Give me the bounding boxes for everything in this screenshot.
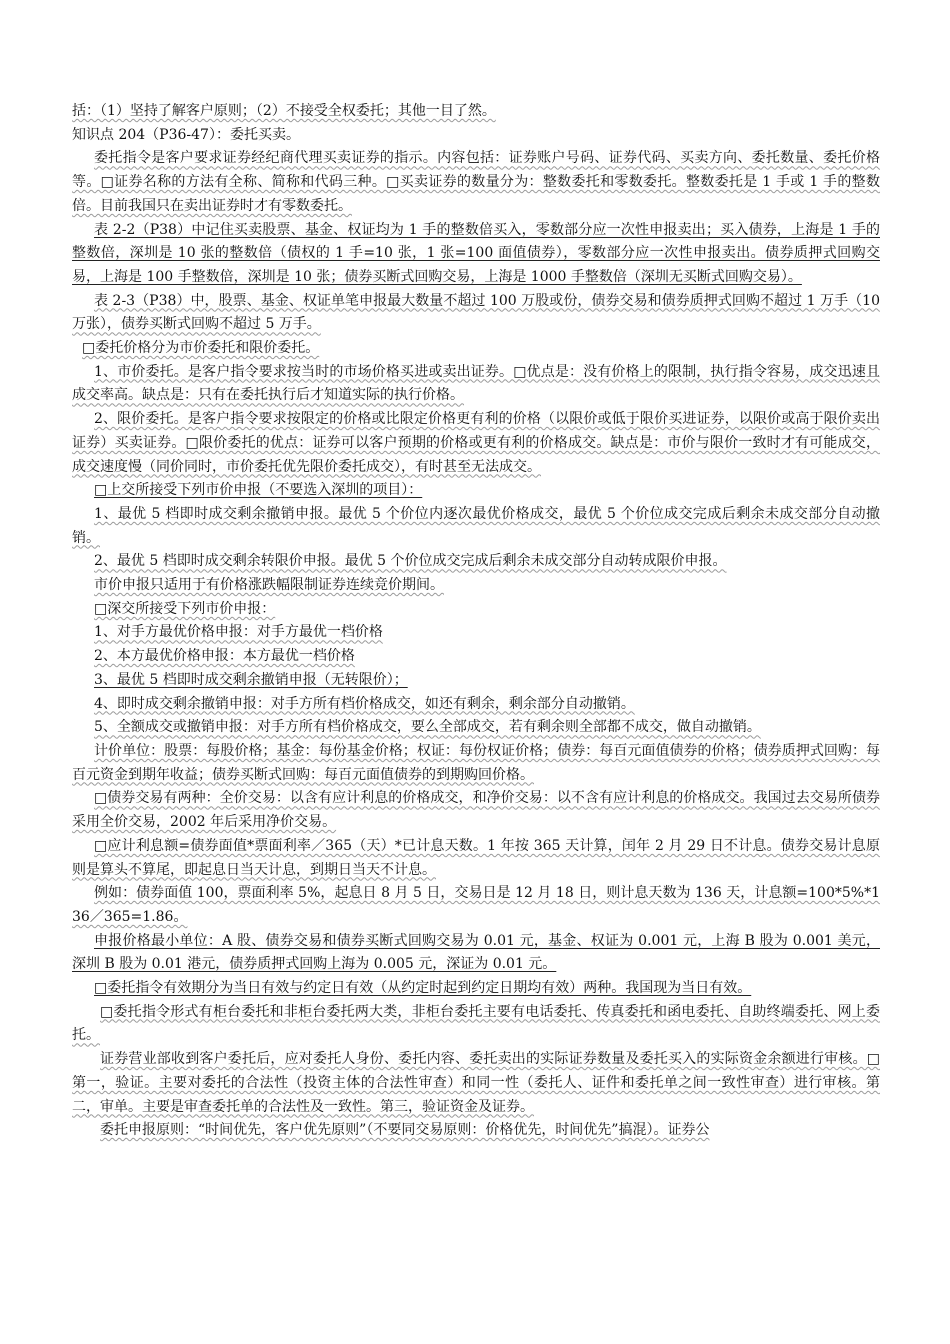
paragraph-10: 1、最优 5 档即时成交剩余撤销申报。最优 5 个价位内逐次最优价格成交，最优 5 个价位成交完成后剩余未成交部分自动撤销。 [72,505,880,546]
document-page [72,100,880,1143]
paragraph-1: 括：（1）坚持了解客户原则；（2）不接受全权委托；其他一目了然。 [72,103,496,119]
paragraph-6: □委托价格分为市价委托和限价委托。 [82,340,320,357]
paragraph-19: 计价单位：股票：每股价格；基金：每份基金价格；权证：每份权证价格；债券：每百元面值债券的价格；债券质押式回购：每百元资金到期年收益；债券买断式回购：每百元面值债券的到期购回价格。 [72,742,880,783]
paragraph-25: □委托指令形式有柜台委托和非柜台委托两大类，非柜台委托主要有电话委托、传真委托和函电委托、自助终端委托、网上委托。 [72,1003,880,1044]
paragraph-7: 1、市价委托。是客户指令要求按当时的市场价格买进或卖出证券。□优点是：没有价格上的限制，执行指令容易，成交迅速且成交率高。缺点是：只有在委托执行后才知道实际的执行价格。 [72,363,880,404]
paragraph-15: 2、本方最优价格申报：本方最优一档价格 [94,648,355,665]
paragraph-22: 例如：债券面值 100，票面利率 5%，起息日 8 月 5 日，交易日是 12 月 18 日，则计息天数为 136 天，计息额=100*5%*136／365=1.86。 [72,885,880,925]
paragraph-27: 委托申报原则：“时间优先，客户优先原则”（不要同交易原则：价格优先，时间优先”搞混）。证券公 [100,1122,710,1139]
paragraph-9: □上交所接受下列市价申报（不要选入深圳的项目）： [94,482,423,499]
paragraph-20: □债券交易有两种：全价交易：以含有应计利息的价格成交，和净价交易：以不含有应计利息的价格成交。我国过去交易所债券采用全价交易，2002 年后采用净价交易。 [72,790,880,831]
paragraph-8: 2、限价委托。是客户指令要求按限定的价格或比限定价格更有利的价格（以限价或低于限价买进证券，以限价或高于限价卖出证券）买卖证券。□限价委托的优点：证券可以客户预期的价格或更有利的价格成交。缺点是：市价与限价一致时才有可能成交，成交速度慢（同价同时，市价委托优先限价委托成交），有时甚至无法成交。 [72,411,880,475]
paragraph-12: 市价申报只适用于有价格涨跌幅限制证券连续竞价期间。 [94,577,444,594]
paragraph-5: 表 2-3（P38）中，股票、基金、权证单笔申报最大数量不超过 100 万股或份，债券交易和债券质押式回购不超过 1 万手（10 万张），债券买断式回购不超过 5 万手。 [72,292,880,333]
paragraph-24: □委托指令有效期分为当日有效与约定日有效（从约定时起到约定日期均有效）两种。我国现为当日有效。 [94,980,752,997]
paragraph-21: □应计利息额=债券面值*票面利率／365（天）*已计息天数。1 年按 365 天计算，闰年 2 月 29 日不计息。债券交易计息原则是算头不算尾，即起息日当天计息，到期日当天不计息。 [72,837,880,878]
paragraph-3: 委托指令是客户要求证券经纪商代理买卖证券的指示。内容包括：证券账户号码、证券代码、买卖方向、委托数量、委托价格等。□证券名称的方法有全称、简称和代码三种。□买卖证券的数量分为：整数委托和零数委托。整数委托是 1 手或 1 手的整数倍。目前我国只在卖出证券时才有零数委托。 [72,150,880,214]
paragraph-16: 3、最优 5 档即时成交剩余撤销申报（无转限价）； [94,671,408,688]
paragraph-14: 1、对手方最优价格申报：对手方最优一档价格 [94,624,383,641]
paragraph-17: 4、即时成交剩余撤销申报：对手方所有档价格成交，如还有剩余，剩余部分自动撤销。 [94,695,635,712]
paragraph-23: 申报价格最小单位：A 股、债券交易和债券买断式回购交易为 0.01 元，基金、权证为 0.001 元，上海 B 股为 0.001 美元，深圳 B 股为 0.01 港元，债券质押式回购上海为 0.005 元，深证为 0.01 元。 [72,932,880,973]
knowledge-point-heading: 知识点 204（P36-47）：委托买卖。 [72,126,300,143]
paragraph-11: 2、最优 5 档即时成交剩余转限价申报。最优 5 个价位成交完成后剩余未成交部分自动转成限价申报。 [94,553,727,570]
paragraph-18: 5、全额成交或撤销申报：对手方所有档价格成交，要么全部成交，若有剩余则全部都不成交，做自动撤销。 [94,719,761,736]
paragraph-13: □深交所接受下列市价申报： [94,600,276,617]
paragraph-4: 表 2-2（P38）中记住买卖股票、基金、权证均为 1 手的整数倍买入，零数部分应一次性申报卖出；买入债券，上海是 1 手的整数倍，深圳是 10 张的整数倍（债权的 1 手=10 张，1 张=100 面值债券），零数部分应一次性申报卖出。债券质押式回购交易，上海是 100 手整数倍，深圳是 10 张；债券买断式回购交易，上海是 1000 手整数倍（深圳无买断式回购交易）。 [72,221,880,285]
paragraph-26: 证券营业部收到客户委托后，应对委托人身份、委托内容、委托卖出的实际证券数量及委托买入的实际资金余额进行审核。□第一，验证。主要对委托的合法性（投资主体的合法性审查）和同一性（委托人、证件和委托单之间一致性审查）进行审核。第二，审单。主要是审查委托单的合法性及一致性。第三，验证资金及证券。 [72,1051,880,1115]
